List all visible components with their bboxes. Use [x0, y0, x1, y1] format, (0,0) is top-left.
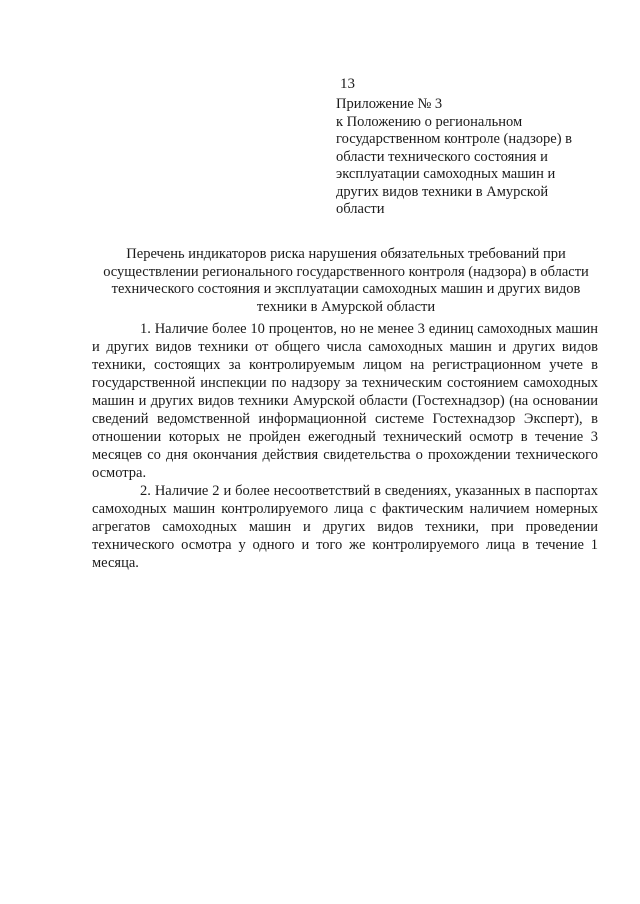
paragraph-line: технического осмотра у одного и того же контролируемого лица в течение 1 — [92, 537, 598, 553]
appendix-line: области — [336, 201, 385, 217]
page-number: 13 — [340, 76, 355, 92]
paragraph-line: сведений ведомственной информационной системе Гостехнадзор Эксперт), в — [92, 411, 598, 427]
paragraph-2 — [92, 482, 598, 572]
paragraph-line: агрегатов самоходных машин и других видов техники, при проведении — [92, 519, 598, 535]
appendix-line: Приложение № 3 — [336, 96, 443, 112]
title-line: Перечень индикаторов риска нарушения обязательных требований при — [126, 246, 566, 262]
paragraph-line: месяца. — [92, 555, 139, 571]
title-line: осуществлении регионального государственного контроля (надзора) в области — [103, 263, 589, 280]
appendix-line: к Положению о региональном — [336, 113, 523, 130]
appendix-line: области технического состояния и — [336, 148, 548, 165]
title-line: технического состояния и эксплуатации самоходных машин и других видов — [111, 281, 581, 297]
paragraph-line: 1. Наличие более 10 процентов, но не менее 3 единиц самоходных машин — [140, 321, 598, 337]
appendix-line: эксплуатации самоходных машин и — [336, 166, 556, 182]
paragraph-line: машин и других видов техники Амурской области (Гостехнадзор) (на основании — [92, 393, 598, 409]
paragraph-line: отношении которых не пройден ежегодный технический осмотр в течение 3 — [92, 429, 598, 445]
paragraph-line: осмотра. — [92, 465, 147, 481]
document-body — [92, 320, 598, 572]
document-title — [96, 246, 596, 316]
paragraph-line: государственной инспекции по надзору за техническим состоянием самоходных — [92, 375, 598, 391]
paragraph-line: 2. Наличие 2 и более несоответствий в сведениях, указанных в паспортах — [140, 483, 598, 499]
paragraph-line: месяцев со дня окончания действия свидетельства о прохождении технического — [92, 447, 598, 463]
appendix-header — [336, 96, 596, 219]
paragraph-1 — [92, 320, 598, 482]
appendix-line: других видов техники в Амурской — [336, 183, 549, 200]
paragraph-line: и других видов техники от общего числа самоходных машин и других видов — [92, 339, 598, 355]
title-line: техники в Амурской области — [256, 298, 436, 315]
paragraph-line: техники, состоящих за контролируемым лицом на регистрационном учете в — [92, 357, 598, 373]
appendix-line: государственном контроле (надзоре) в — [336, 131, 573, 147]
paragraph-line: самоходных машин контролируемого лица с фактическим наличием номерных — [92, 501, 598, 517]
